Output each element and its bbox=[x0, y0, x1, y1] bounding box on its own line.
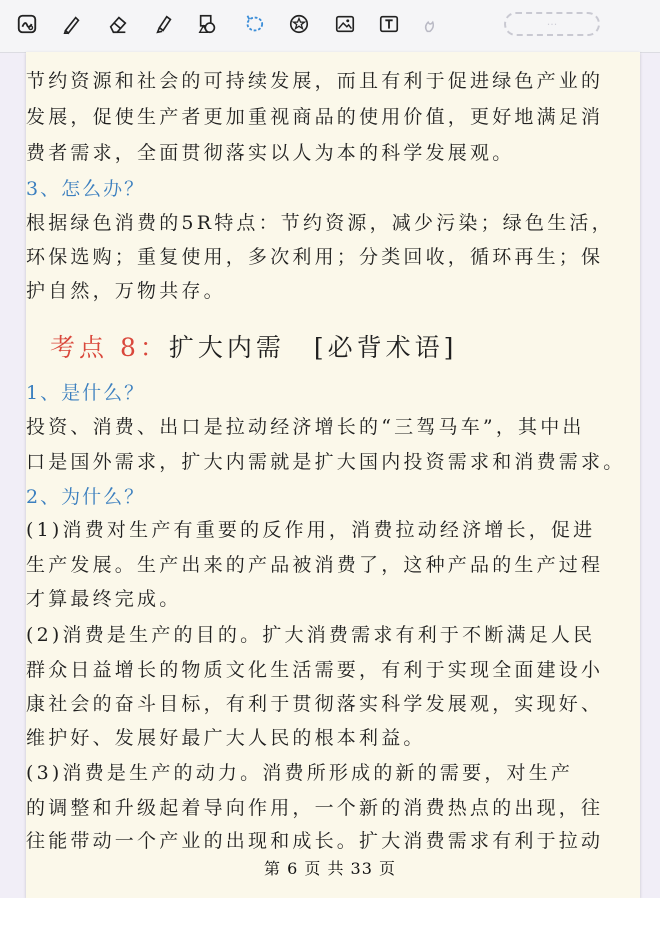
question-heading: 3、怎么办？ bbox=[26, 178, 146, 200]
note-toolbar bbox=[0, 0, 660, 53]
text-line: (3)消费是生产的动力。消费所形成的新的需要，对生产 bbox=[26, 762, 574, 784]
text-line: 发展，促使生产者更加重视商品的使用价值，更好地满足消 bbox=[26, 106, 604, 128]
pill-dots: ··· bbox=[546, 17, 558, 31]
text-line: 群众日益增长的物质文化生活需要，有利于实现全面建设小 bbox=[26, 659, 604, 681]
eraser-icon[interactable] bbox=[106, 12, 130, 36]
section-number: 考点 8： bbox=[50, 333, 169, 362]
bottom-area bbox=[0, 898, 660, 933]
text-line: 口是国外需求，扩大内需就是扩大国内投资需求和消费需求。 bbox=[26, 451, 626, 473]
text-line: 往能带动一个产业的出现和成长。扩大消费需求有利于拉动 bbox=[26, 830, 604, 852]
shapes-icon[interactable] bbox=[196, 12, 220, 36]
toolbar-collapse-pill[interactable] bbox=[504, 12, 600, 36]
sticker-icon[interactable] bbox=[287, 12, 311, 36]
image-icon[interactable] bbox=[333, 12, 357, 36]
lasso-select-icon[interactable] bbox=[15, 12, 39, 36]
question-heading: 1、是什么？ bbox=[26, 382, 146, 404]
text-line: 环保选购；重复使用，多次利用；分类回收，循环再生；保 bbox=[26, 246, 604, 268]
pen-icon[interactable] bbox=[60, 12, 84, 36]
text-line: 才算最终完成。 bbox=[26, 588, 182, 610]
text-line: 投资、消费、出口是拉动经济增长的“三驾马车”，其中出 bbox=[26, 416, 585, 438]
question-heading: 2、为什么？ bbox=[26, 486, 146, 508]
lasso-icon[interactable] bbox=[241, 12, 265, 36]
text-box-icon[interactable] bbox=[377, 12, 401, 36]
section-title: 扩大内需 [必背术语] bbox=[168, 333, 458, 362]
text-line: 节约资源和社会的可持续发展，而且有利于促进绿色产业的 bbox=[26, 70, 604, 92]
text-line: 根据绿色消费的5R特点：节约资源，减少污染；绿色生活， bbox=[26, 212, 614, 234]
page-indicator: 第 6 页 共 33 页 bbox=[264, 859, 396, 878]
text-line: 护自然，万物共存。 bbox=[26, 280, 226, 302]
laser-pointer-icon[interactable] bbox=[418, 12, 442, 36]
section-heading bbox=[50, 328, 457, 364]
text-line: 费者需求，全面贯彻落实以人为本的科学发展观。 bbox=[26, 142, 515, 164]
text-line: (1)消费对生产有重要的反作用，消费拉动经济增长，促进 bbox=[26, 519, 596, 541]
text-line: (2)消费是生产的目的。扩大消费需求有利于不断满足人民 bbox=[26, 624, 596, 646]
highlighter-icon[interactable] bbox=[152, 12, 176, 36]
text-line: 康社会的奋斗目标，有利于贯彻落实科学发展观，实现好、 bbox=[26, 693, 604, 715]
text-line: 的调整和升级起着导向作用，一个新的消费热点的出现，往 bbox=[26, 797, 604, 819]
text-line: 生产发展。生产出来的产品被消费了，这种产品的生产过程 bbox=[26, 554, 604, 576]
text-line: 维护好、发展好最广大人民的根本利益。 bbox=[26, 727, 426, 749]
